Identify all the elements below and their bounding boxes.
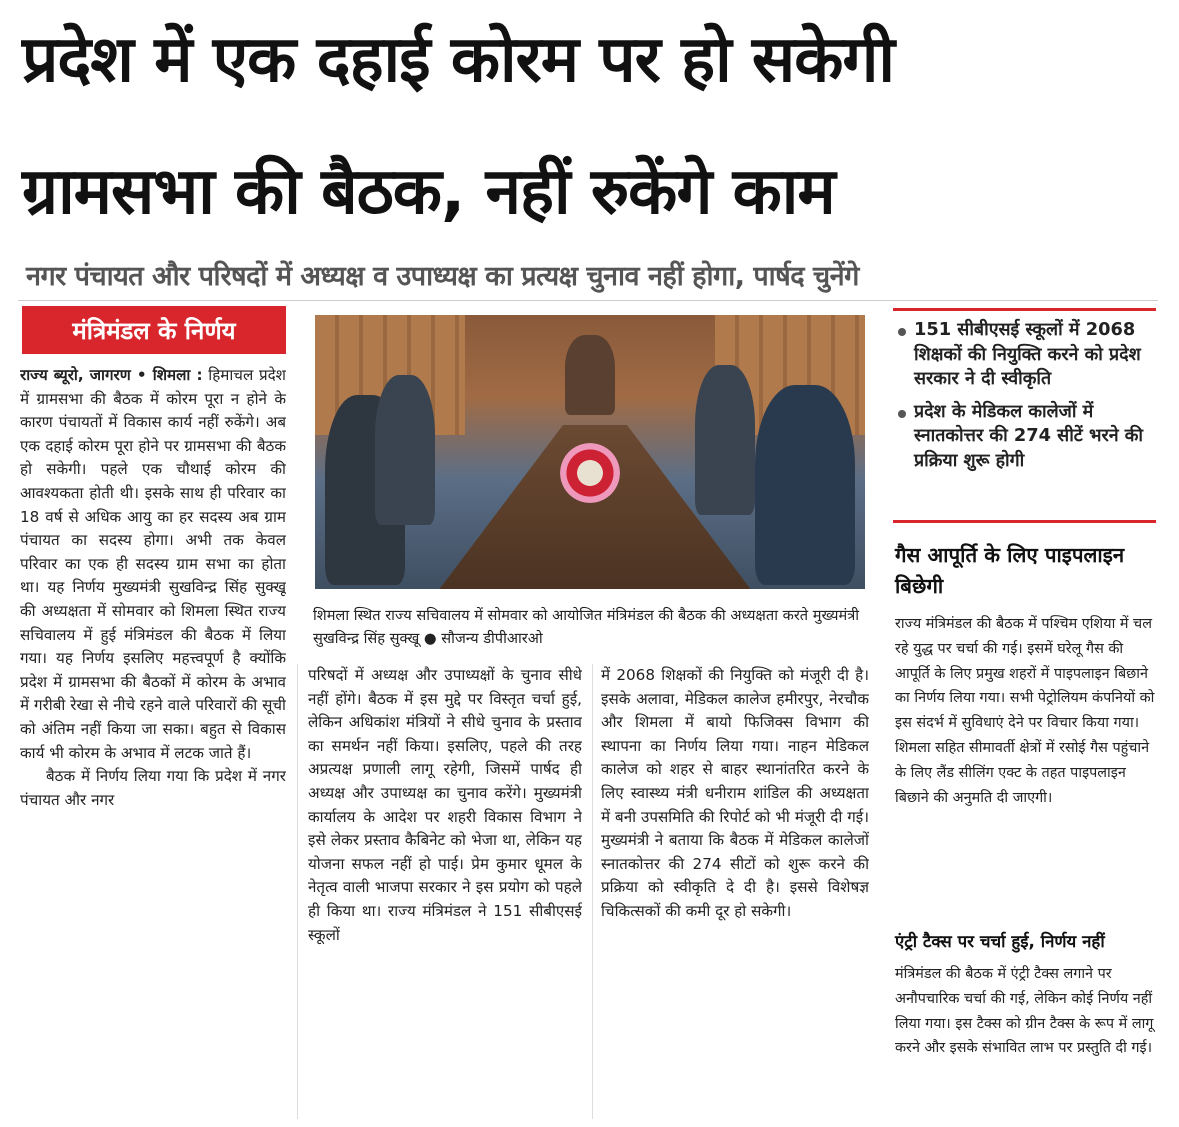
photo-person bbox=[375, 375, 435, 525]
bullet-icon bbox=[898, 328, 906, 336]
article-col1-paragraph-1: हिमाचल प्रदेश में ग्रामसभा की बैठक में कोरम पूरा न होने के कारण पंचायतों में विकास कार्य नहीं रुकेंगे। अब एक दहाई कोरम पूरा होने पर ग्रामसभा की बैठक हो सकेगी। पहले एक चौथाई कोरम की आवश्यकता होती थी। इसके साथ ही परिवार का 18 वर्ष से अधिक आयु का हर सदस्य अब ग्राम पंचायत का सदस्य होगा। अभी तक केवल परिवार का एक ही सदस्य ग्राम सभा का होता था। यह निर्णय मुख्यमंत्री सुखविन्द्र सिंह सुक्खू की अध्यक्षता में सोमवार को शिमला स्थित राज्य सचिवालय में हुई मंत्रिमंडल की बैठक में लिया गया। यह निर्णय इसलिए महत्त्वपूर्ण है क्योंकि प्रदेश में ग्रामसभा की बैठकों में कोरम के अभाव में गरीबी रेखा से नीचे रहने वाले परिवारों की सूची को अंतिम नहीं किया जा सका। बहुत से विकास कार्य भी कोरम के अभाव में लटक जाते हैं। bbox=[20, 366, 286, 762]
photo-person bbox=[695, 365, 755, 515]
sidebar-red-rule bbox=[893, 308, 1156, 311]
article-column-2: परिषदों में अध्यक्ष और उपाध्यक्षों के चुनाव सीधे नहीं होंगे। बैठक में इस मुद्दे पर विस्तृत चर्चा हुई, लेकिन अधिकांश मंत्रियों ने सीधे चुनाव के प्रस्ताव का समर्थन नहीं किया। इसलिए, पहले की तरह अप्रत्यक्ष प्रणाली लागू रहेगी, जिसमें पार्षद ही अध्यक्ष और उपाध्यक्ष का चुनाव करेंगे। मुख्यमंत्री कार्यालय के आदेश पर शहरी विकास विभाग ने इसे लेकर प्रस्ताव कैबिनेट को भेजा था, लेकिन यह योजना सफल नहीं हो पाई। प्रेम कुमार धूमल के नेतृत्व वाली भाजपा सरकार ने इस प्रयोग को पहले ही किया था। राज्य मंत्रिमंडल ने 151 सीबीएसई स्कूलों bbox=[308, 666, 582, 944]
photo-person bbox=[565, 335, 615, 415]
byline: राज्य ब्यूरो, जागरण • शिमला : bbox=[20, 366, 203, 384]
top-divider bbox=[18, 300, 1158, 301]
highlight-text: प्रदेश के मेडिकल कालेजों में स्नातकोत्तर की 274 सीटें भरने की प्रक्रिया शुरू होगी bbox=[914, 400, 1144, 471]
highlight-text: 151 सीबीएसई स्कूलों में 2068 शिक्षकों की नियुक्ति करने को प्रदेश सरकार ने दी स्वीकृति bbox=[914, 319, 1141, 389]
headline-line-1: प्रदेश में एक दहाई कोरम पर हो सकेगी bbox=[22, 23, 894, 97]
photo-flower-vase bbox=[560, 443, 620, 503]
sidebar-red-rule bbox=[893, 520, 1156, 523]
column-divider bbox=[297, 664, 298, 1119]
headline-line-2: ग्रामसभा की बैठक, नहीं रुकेंगे काम bbox=[22, 155, 835, 229]
gas-story-body: राज्य मंत्रिमंडल की बैठक में पश्चिम एशिया में चल रहे युद्ध पर चर्चा की गई। इसमें घरेलू गैस की आपूर्ति के लिए प्रमुख शहरों में पाइपलाइन बिछाने का निर्णय लिया गया। सभी पेट्रोलियम कंपनियों को इस संदर्भ में सुविधाएं देने पर विचार किया गया। शिमला सहित सीमावर्ती क्षेत्रों में रसोई गैस पहुंचाने के लिए लैंड सीलिंग एक्ट के तहत पाइपलाइन बिछाने की अनुमति दी जाएगी। bbox=[895, 616, 1155, 806]
entry-tax-story-body: मंत्रिमंडल की बैठक में एंट्री टैक्स लगाने पर अनौपचारिक चर्चा की गई, लेकिन कोई निर्णय नहीं लिया गया। इस टैक्स को ग्रीन टैक्स के रूप में लागू करने और इसके संभावित लाभ पर प्रस्तुति दी गई। bbox=[895, 966, 1154, 1057]
article-column-3: में 2068 शिक्षकों की नियुक्ति को मंजूरी दी है। इसके अलावा, मेडिकल कालेज हमीरपुर, नेरचौक और शिमला में बायो फिजिक्स विभाग की स्थापना का निर्णय लिया गया। नाहन मेडिकल कालेज को शहर से बाहर स्थानांतरित करने के लिए स्वास्थ्य मंत्री धनीराम शांडिल की अध्यक्षता में बनी उपसमिति की रिपोर्ट को भी मंजूरी दी गई। मुख्यमंत्री ने बताया कि बैठक में मेडिकल कालेजों स्नातकोत्तर की 274 सीटों को शुरू करने की प्रक्रिया को स्वीकृति दे दी है। इससे विशेषज्ञ चिकित्सकों की कमी दूर हो सकेगी। bbox=[601, 666, 869, 920]
highlight-item bbox=[896, 400, 1158, 474]
highlights-box bbox=[896, 318, 1158, 481]
highlight-item bbox=[896, 318, 1158, 392]
entry-tax-story-title: एंट्री टैक्स पर चर्चा हुई, निर्णय नहीं bbox=[895, 931, 1105, 951]
column-divider bbox=[592, 664, 593, 1119]
bullet-icon bbox=[898, 410, 906, 418]
subheadline: नगर पंचायत और परिषदों में अध्यक्ष व उपाध्यक्ष का प्रत्यक्ष चुनाव नहीं होगा, पार्षद चुनेंगे bbox=[26, 261, 859, 292]
article-col1-paragraph-2: बैठक में निर्णय लिया गया कि प्रदेश में नगर पंचायत और नगर bbox=[20, 767, 286, 809]
gas-story-title: गैस आपूर्ति के लिए पाइपलाइन बिछेगी bbox=[895, 543, 1125, 598]
section-tag: मंत्रिमंडल के निर्णय bbox=[22, 306, 286, 354]
photo-person bbox=[755, 385, 855, 585]
photo-caption: शिमला स्थित राज्य सचिवालय में सोमवार को आयोजित मंत्रिमंडल की बैठक की अध्यक्षता करते मुख्यमंत्री सुखविन्द्र सिंह सुक्खू ● सौजन्य डीपीआरओ bbox=[313, 607, 860, 647]
article-column-1 bbox=[20, 364, 286, 1124]
cabinet-meeting-photo bbox=[315, 315, 865, 589]
